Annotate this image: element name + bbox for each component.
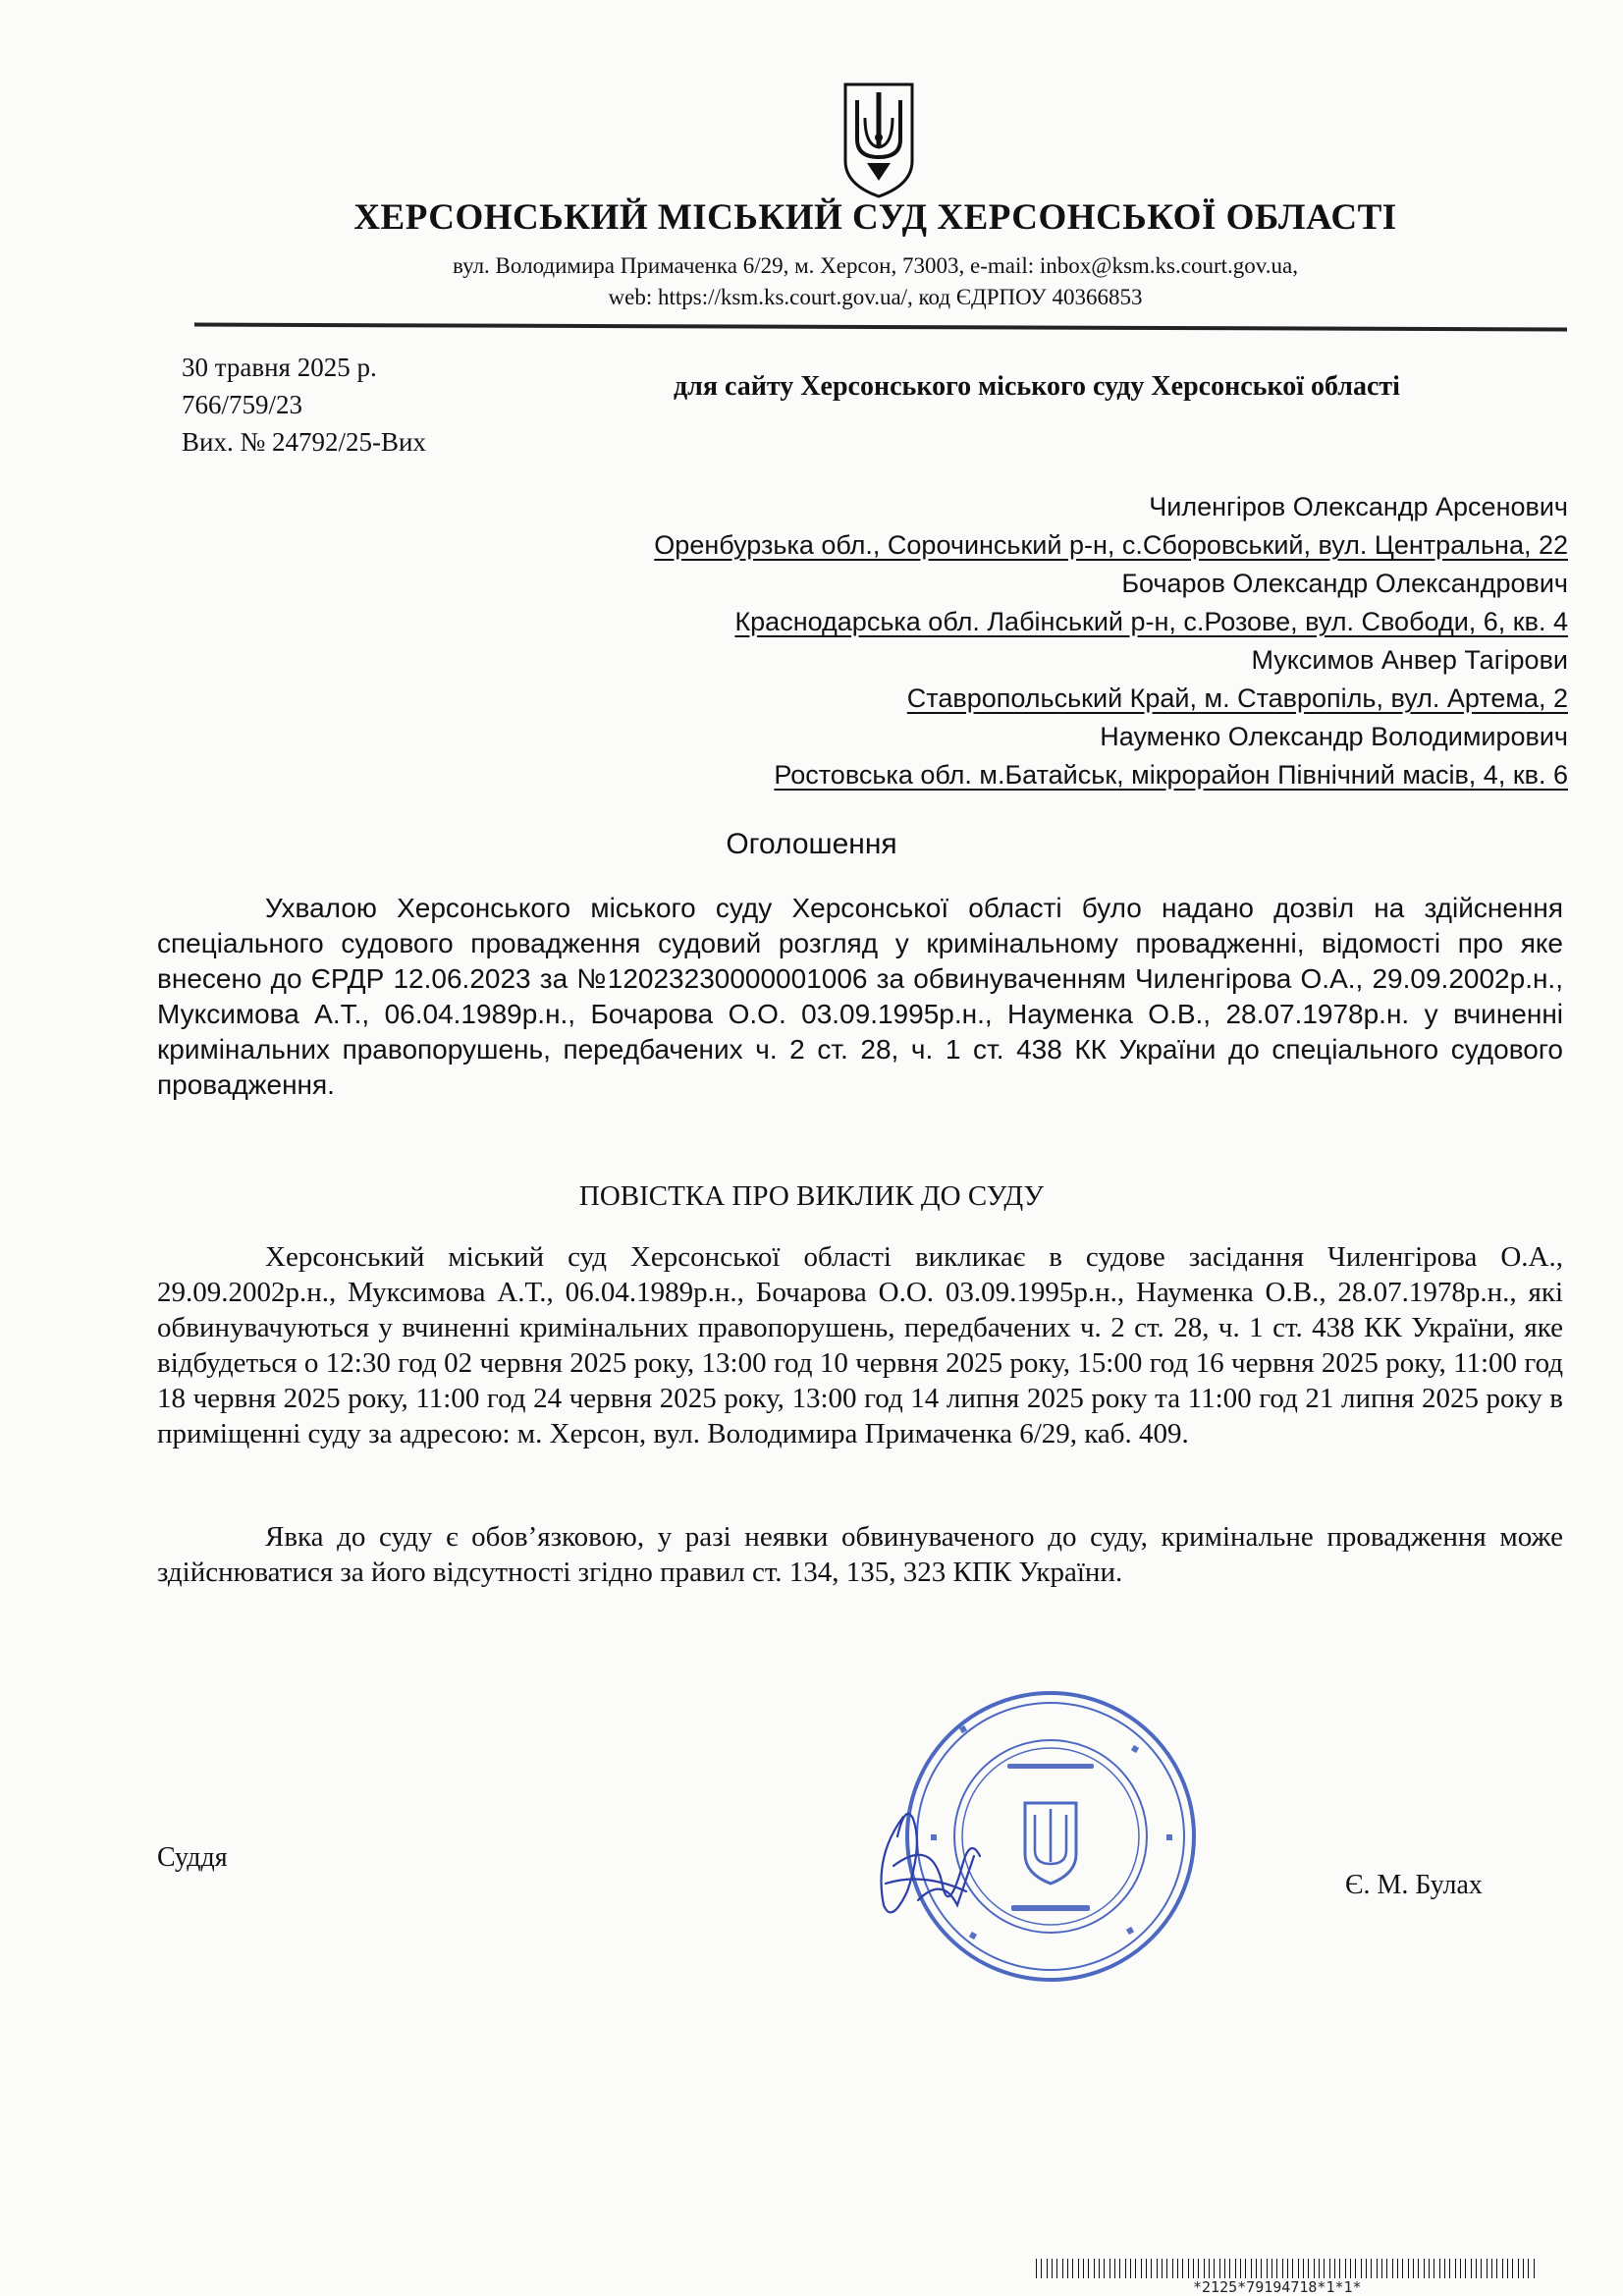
barcode-bar [1245,2259,1246,2278]
barcode-bar [1094,2259,1095,2278]
barcode-bar [1413,2259,1414,2278]
barcode-bar [1240,2259,1241,2278]
barcode-bar [1219,2259,1220,2278]
barcode-bar [1355,2259,1356,2278]
barcode-bar [1125,2259,1126,2278]
barcode-bar [1198,2259,1199,2278]
barcode-bar [1386,2259,1387,2278]
barcode-bar [1083,2259,1084,2278]
barcode-bar [1056,2259,1057,2278]
barcode-bar [1518,2259,1519,2278]
barcode-bar [1491,2259,1492,2278]
barcode-bar [1329,2259,1330,2278]
barcode-bar [1209,2259,1210,2278]
barcode-bar [1534,2259,1535,2278]
recipient-address: Ростовська обл. м.Батайськ, мікрорайон Північний масів, 4, кв. 6 [774,760,1568,790]
barcode-bar [1104,2259,1105,2278]
barcode-bar [1062,2259,1063,2278]
barcode-bar [1182,2259,1183,2278]
barcode-bar [1507,2259,1508,2278]
document-meta [182,349,426,461]
outgoing-number: Вих. № 24792/25-Вих [182,427,426,457]
barcode-bar [1271,2259,1272,2278]
court-name: ХЕРСОНСЬКИЙ МІСЬКИЙ СУД ХЕРСОНСЬКОЇ ОБЛАСТІ [353,197,1397,238]
document-date: 30 травня 2025 р. [182,353,377,382]
barcode-bar [1261,2259,1262,2278]
barcode-bar [1377,2259,1378,2278]
barcode-bar [1256,2259,1257,2278]
recipient-name: Бочаров Олександр Олександрович [1121,569,1568,598]
barcode-bar [1172,2259,1173,2278]
barcode-bar [1072,2259,1073,2278]
barcode-bar [1193,2259,1194,2278]
barcode-bar [1151,2259,1152,2278]
trident-coat-of-arms-icon [839,79,918,200]
barcode-bar [1418,2259,1419,2278]
barcode-bar [1298,2259,1299,2278]
barcode-bar [1402,2259,1403,2278]
court-web-line: web: https://ksm.ks.court.gov.ua/, код ЄДРПОУ 40366853 [608,285,1143,309]
barcode-bar [1324,2259,1325,2278]
letterhead-divider [194,323,1567,332]
barcode-bar [1397,2259,1398,2278]
barcode-bar [1345,2259,1346,2278]
barcode-bar [1078,2259,1079,2278]
announcement-title: Оголошення [726,828,897,860]
barcode-bar [1188,2259,1189,2278]
barcode-bar [1282,2259,1283,2278]
barcode-bar [1224,2259,1225,2278]
barcode-bar [1229,2259,1230,2278]
recipient-name: Чиленгіров Олександр Арсенович [1149,492,1568,521]
barcode-bar [1052,2259,1053,2278]
barcode-bar [1099,2259,1100,2278]
barcode-bar [1267,2259,1268,2278]
barcode-bar [1408,2259,1409,2278]
announcement-text: Ухвалою Херсонського міського суду Херсонської області було надано дозвіл на здійснення спеціального судового провадження судовий розгляд у кримінальному провадженні, відомості про яке внесено до ЄРДР 12.06.2023 за №12023230000001006 за обвинуваченням Чиленгірова О.А., 29.09.2002р.н., Муксимова А.Т., 06.04.1989р.н., Бочарова О.О. 03.09.1995р.н., Науменка О.В., 28.07.1978р.н. у вчиненні кримінальних правопорушень, передбачених ч. 2 ст. 28, ч. 1 ст. 438 КК України до спеціального судового провадження. [157,893,1563,1100]
barcode-bar [1339,2259,1340,2278]
barcode-bar [1502,2259,1503,2278]
addressee-note: для сайту Херсонського міського суду Херсонської області [674,371,1400,402]
barcode-bar [1036,2259,1037,2278]
barcode-bar [1460,2259,1461,2278]
barcode-bar [1130,2259,1131,2278]
recipient-name: Науменко Олександр Володимирович [1100,722,1568,751]
barcode-bar [1067,2259,1068,2278]
barcode-bar [1287,2259,1288,2278]
barcode-bar [1496,2259,1497,2278]
barcode-bar [1177,2259,1178,2278]
barcode-bar [1523,2259,1524,2278]
barcode-bar [1528,2259,1529,2278]
judge-name: Є. М. Булах [1345,1870,1483,1900]
barcode-bar [1235,2259,1236,2278]
court-address-line: вул. Володимира Примаченка 6/29, м. Херсон, 73003, e-mail: inbox@ksm.ks.court.gov.ua, [453,253,1298,278]
barcode-bar [1114,2259,1115,2278]
barcode-bar [1146,2259,1147,2278]
barcode-bar [1366,2259,1367,2278]
summons-text: Херсонський міський суд Херсонської області викликає в судове засідання Чиленгірова О.А., 29.09.2002р.н., Муксимова А.Т., 06.04.1989р.н., Бочарова О.О. 03.09.1995р.н., Науменка О.В., 28.07.1978р.н., які обвинувачуються у вчиненні кримінальних правопорушень, передбачених ч. 2 ст. 28, ч. 1 ст. 438 КК України, яке відбудеться о 12:30 год 02 червня 2025 року, 13:00 год 10 червня 2025 року, 15:00 год 16 червня 2025 року, 11:00 год 18 червня 2025 року, 11:00 год 24 червня 2025 року, 13:00 год 14 липня 2025 року та 11:00 год 21 липня 2025 року в приміщенні суду за адресою: м. Херсон, вул. Володимира Примаченка 6/29, каб. 409. [157,1241,1563,1449]
barcode-bar [1361,2259,1362,2278]
handwritten-signature [864,1797,992,1935]
barcode-bar [1429,2259,1430,2278]
barcode-bar [1119,2259,1120,2278]
barcode-bar [1350,2259,1351,2278]
barcode-bar [1214,2259,1215,2278]
judge-label: Суддя [157,1842,228,1873]
recipient-list [390,488,1568,794]
recipient-address: Оренбурзька обл., Сорочинський р-н, с.Сборовський, вул. Центральна, 22 [654,530,1568,560]
barcode-bar [1314,2259,1315,2278]
barcode-bar [1047,2259,1048,2278]
barcode-bar [1424,2259,1425,2278]
barcode-bar [1204,2259,1205,2278]
barcode-bar [1308,2259,1309,2278]
barcode-bar [1476,2259,1477,2278]
barcode-bar [1444,2259,1445,2278]
barcode-bar [1157,2259,1158,2278]
barcode-bar [1392,2259,1393,2278]
barcode-bar [1512,2259,1513,2278]
barcode-bar [1292,2259,1293,2278]
recipient-address: Ставропольський Край, м. Ставропіль, вул. Артема, 2 [906,683,1568,713]
barcode-bar [1251,2259,1252,2278]
barcode-bar [1439,2259,1440,2278]
summons-title: ПОВІСТКА ПРО ВИКЛИК ДО СУДУ [578,1180,1045,1212]
barcode-bar [1449,2259,1450,2278]
attendance-notice: Явка до суду є обов’язковою, у разі неявки обвинуваченого до суду, кримінальне провадження може здійснюватися за його відсутності згідно правил ст. 134, 135, 323 КПК України. [157,1521,1563,1588]
recipient-name: Муксимов Анвер Тагірови [1251,645,1568,675]
barcode-bar [1319,2259,1320,2278]
barcode-bar [1109,2259,1110,2278]
barcode-bar [1162,2259,1163,2278]
barcode-bar [1276,2259,1277,2278]
case-number: 766/759/23 [182,390,303,419]
barcode-number: *2125*79194718*1*1* [1193,2278,1362,2296]
barcode-bar [1371,2259,1372,2278]
barcode-bar [1481,2259,1482,2278]
barcode-bar [1135,2259,1136,2278]
recipient-address: Краснодарська обл. Лабінський р-н, с.Розове, вул. Свободи, 6, кв. 4 [734,607,1568,636]
barcode-bar [1455,2259,1456,2278]
barcode-bar [1166,2259,1167,2278]
barcode-bar [1465,2259,1466,2278]
barcode [1036,2259,1537,2278]
barcode-bar [1303,2259,1304,2278]
barcode-bar [1487,2259,1488,2278]
barcode-bar [1041,2259,1042,2278]
barcode-bar [1471,2259,1472,2278]
barcode-bar [1381,2259,1382,2278]
barcode-bar [1088,2259,1089,2278]
barcode-bar [1141,2259,1142,2278]
barcode-bar [1334,2259,1335,2278]
